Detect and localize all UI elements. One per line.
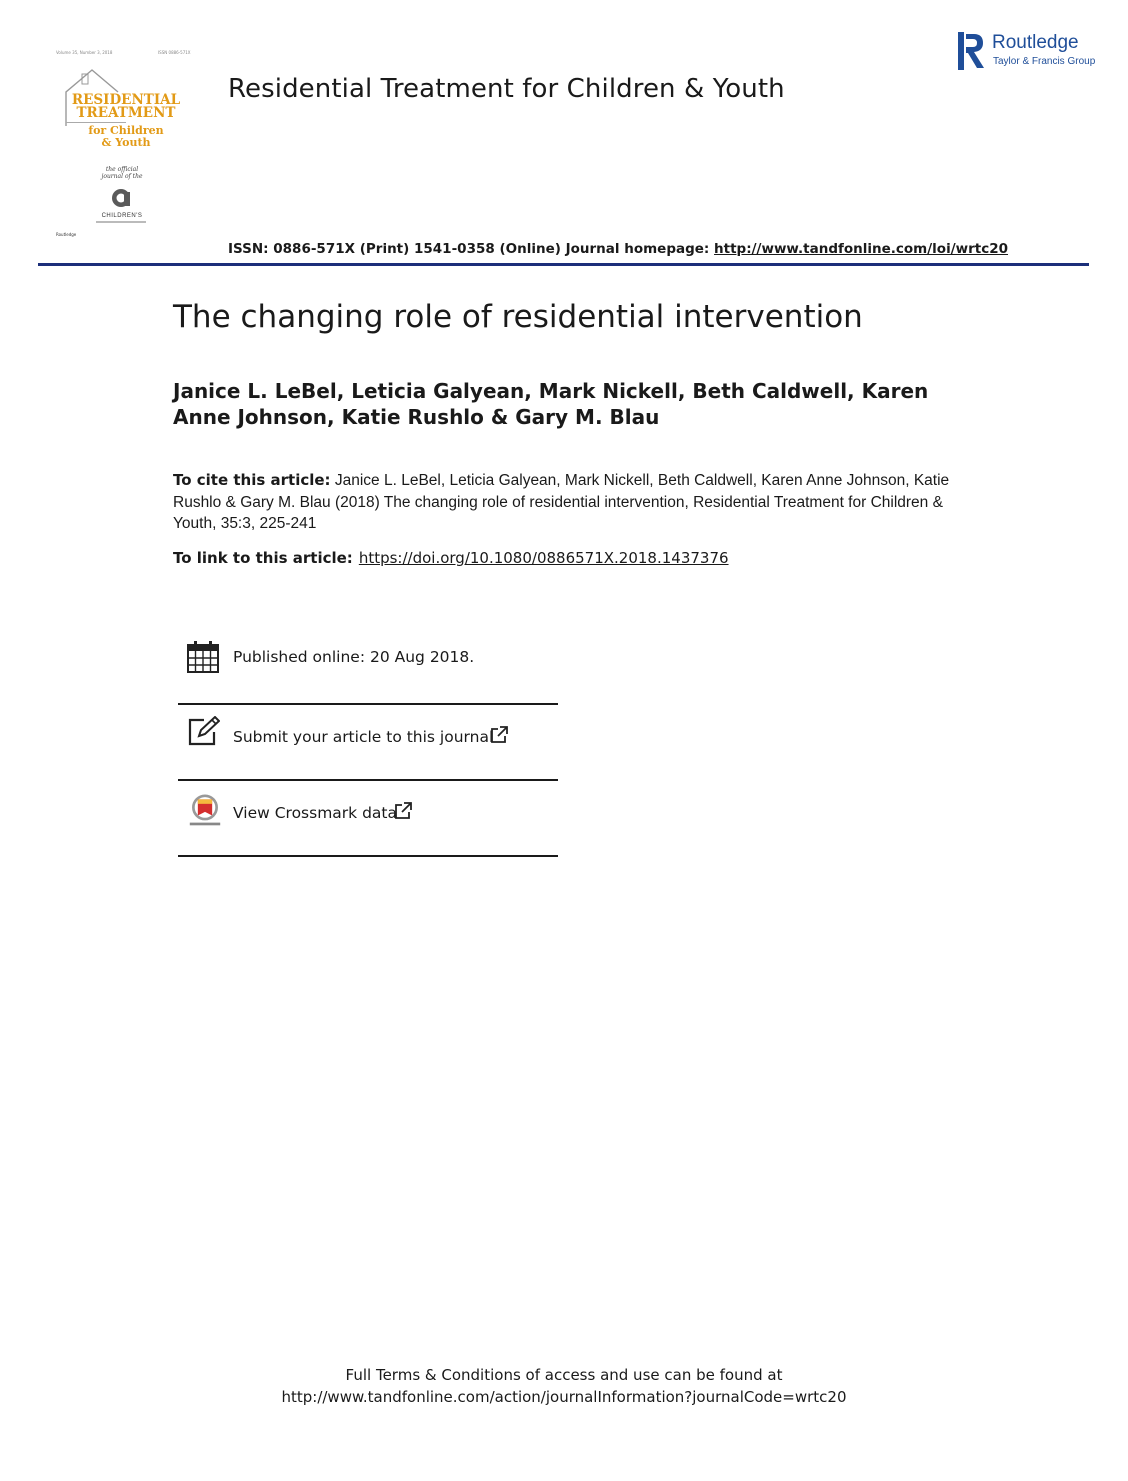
cover-volume-text: Volume 35, Number 3, 2018 [56,50,113,55]
cover-divider [66,122,126,123]
issn-line [228,241,1008,257]
info-divider [178,779,558,781]
external-link-icon [394,802,412,820]
doi-link[interactable]: https://doi.org/10.1080/0886571X.2018.1437376 [358,549,729,567]
cite-text: Janice L. LeBel, Leticia Galyean, Mark Nickell, Beth Caldwell, Karen Anne Johnson, Katie Rushlo & Gary M. Blau (2018) The changing role of residential intervention, Residential Treatment for Children & Youth, 35:3, 225-241 [173,472,950,532]
routledge-r-icon [958,32,986,70]
cover-journal-of-text: journal of the [101,173,143,180]
crossmark-row[interactable] [178,794,558,870]
info-divider [178,855,558,857]
publisher-logo[interactable] [958,32,1098,72]
issn-text: ISSN: 0886-571X (Print) 1541-0358 (Online) Journal homepage: [228,241,715,257]
cover-title-youth: & Youth [101,136,151,149]
calendar-icon [186,640,220,674]
cover-official-text: the official [105,166,139,173]
edit-icon [186,716,220,750]
crossmark-link[interactable]: View Crossmark data [233,804,397,822]
journal-cover [52,44,198,250]
footer-terms-text: Full Terms & Conditions of access and use can be found at [345,1366,783,1384]
cover-title-residential: RESIDENTIAL [71,92,181,108]
publisher-name: Routledge [992,32,1079,53]
cite-label: To cite this article: [173,471,331,489]
cover-title-treatment: TREATMENT [76,105,176,121]
crossmark-icon [188,794,222,828]
footer-terms-link[interactable]: http://www.tandfonline.com/action/journalInformation?journalCode=wrtc20 [281,1388,847,1406]
cover-title-children: for Children [88,124,164,137]
footer [0,1364,1128,1408]
article-link-line [173,549,729,567]
publisher-group: Taylor & Francis Group [993,56,1096,67]
cover-issn-text: ISSN 0886-571X [158,50,191,55]
header-divider [38,263,1089,266]
cover-publisher-text: Routledge [56,232,77,237]
cover-org-text: CHILDREN'S [101,213,143,219]
journal-title: Residential Treatment for Children & Youth [228,74,785,104]
journal-homepage-link[interactable]: http://www.tandfonline.com/loi/wrtc20 [714,241,1009,257]
info-divider [178,703,558,705]
org-logo-icon [109,186,133,210]
cover-org-subtitle [96,221,146,223]
external-link-icon [490,726,508,744]
citation [173,470,953,535]
article-title: The changing role of residential intervention [173,299,863,335]
published-date-text: Published online: 20 Aug 2018. [233,648,475,666]
article-authors: Janice L. LeBel, Leticia Galyean, Mark Nickell, Beth Caldwell, Karen Anne Johnson, Katie Rushlo & Gary M. Blau [173,379,929,429]
submit-article-link[interactable]: Submit your article to this journal [233,728,494,746]
link-label: To link to this article: [173,549,353,567]
